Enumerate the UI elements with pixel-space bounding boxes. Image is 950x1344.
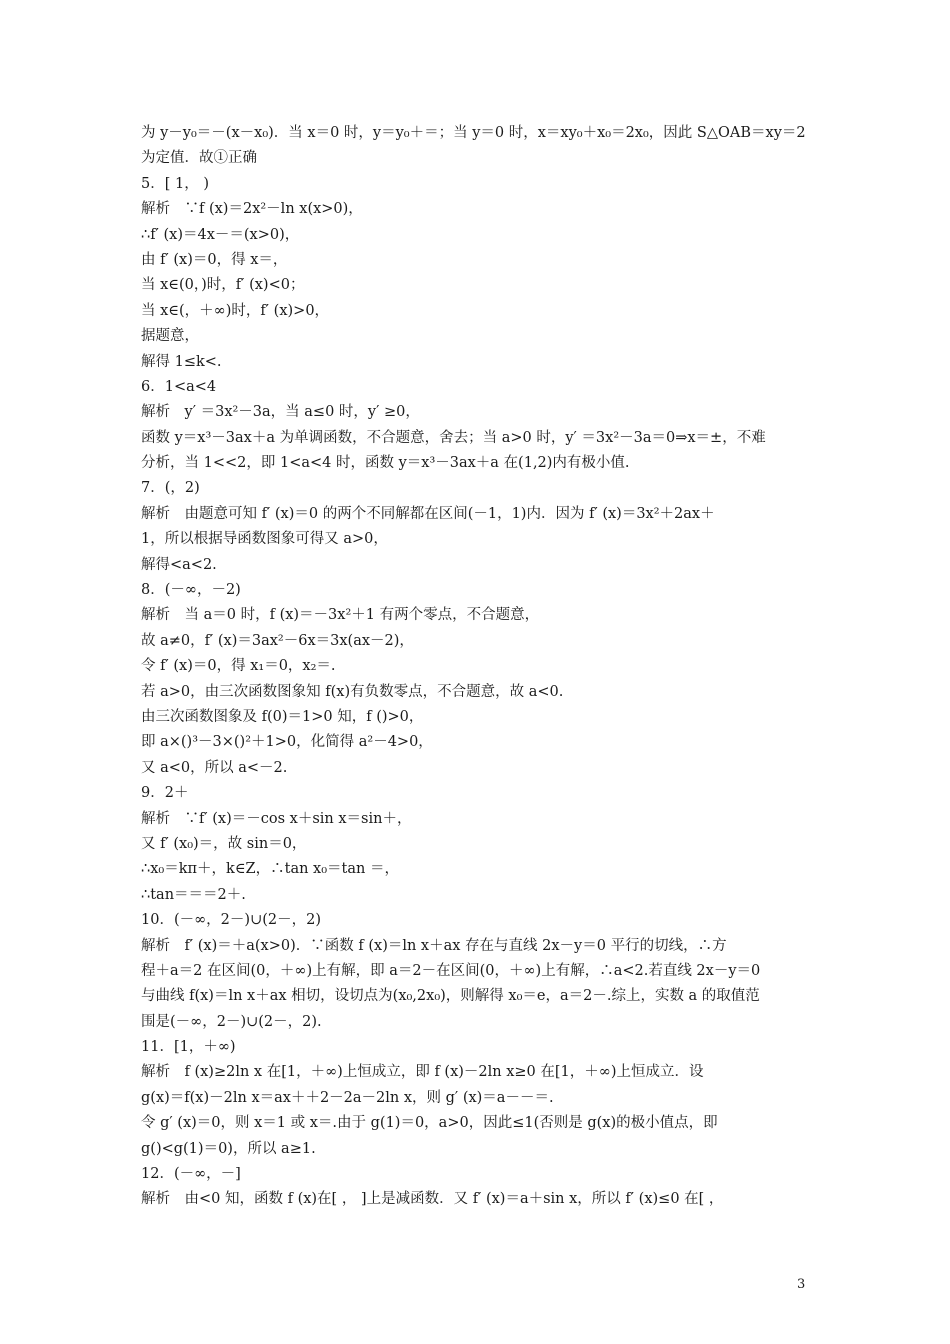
text-line: 又 a<0，所以 a<－2. bbox=[141, 759, 288, 776]
text-line: 6．1<a<4 bbox=[141, 378, 217, 395]
text-line: 解析 f′ (x)＝＋a(x>0)．∵函数 f (x)＝ln x＋ax 存在与直线 2x－y＝0 平行的切线，∴方 bbox=[141, 937, 727, 954]
text-line: 据题意， bbox=[141, 328, 199, 345]
text-line: 为 y－y₀＝－(x－x₀)．当 x＝0 时，y＝y₀＋＝；当 y＝0 时，x＝xy₀＋x₀＝2x₀，因此 S△OAB＝xy＝2 bbox=[141, 125, 806, 141]
text-line: 解析 由题意可知 f′ (x)＝0 的两个不同解都在区间(－1，1)内．因为 f′ (x)＝3x²＋2ax＋ bbox=[141, 505, 715, 522]
text-line: 由三次函数图象及 f(0)＝1>0 知，f ()>0， bbox=[141, 708, 424, 725]
solution-text bbox=[141, 121, 813, 1213]
text-line: 解析 ∵f (x)＝2x²－ln x(x>0)， bbox=[141, 201, 363, 218]
text-line: 函数 y＝x³－3ax＋a 为单调函数，不合题意，舍去；当 a>0 时，y′ ＝3x²－3a＝0⇒x＝±，不难 bbox=[141, 429, 766, 446]
text-line: g()<g(1)＝0)，所以 a≥1. bbox=[141, 1140, 316, 1157]
text-line: 解得<a<2. bbox=[141, 556, 217, 573]
text-line: 又 f′ (x₀)＝，故 sin＝0， bbox=[141, 835, 307, 852]
text-line: 11．[1，＋∞) bbox=[141, 1039, 236, 1056]
text-line: 令 g′ (x)＝0，则 x＝1 或 x＝.由于 g(1)＝0，a>0，因此≤1(否则是 g(x)的极小值点，即 bbox=[141, 1115, 718, 1132]
text-line: ∴f′ (x)＝4x－＝(x>0)， bbox=[141, 226, 300, 243]
text-line: 解析 y′ ＝3x²－3a，当 a≤0 时，y′ ≥0， bbox=[141, 404, 420, 421]
text-line: 与曲线 f(x)＝ln x＋ax 相切，设切点为(x₀,2x₀)，则解得 x₀＝e，a＝2－.综上，实数 a 的取值范 bbox=[141, 988, 760, 1005]
text-line: 解析 当 a＝0 时，f (x)＝－3x²＋1 有两个零点，不合题意， bbox=[141, 607, 540, 624]
text-line: 8．(－∞，－2) bbox=[141, 582, 241, 599]
text-line: 即 a×()³－3×()²＋1>0，化简得 a²－4>0， bbox=[141, 734, 433, 751]
text-line: 为定值．故①正确 bbox=[141, 150, 257, 167]
text-line: 解析 f (x)≥2ln x 在[1，＋∞)上恒成立，即 f (x)－2ln x≥0 在[1，＋∞)上恒成立．设 bbox=[141, 1064, 704, 1081]
text-line: 解析 ∵f′ (x)＝－cos x＋sin x＝sin＋， bbox=[141, 810, 412, 827]
text-line: 当 x∈(，＋∞)时，f′ (x)>0， bbox=[141, 302, 330, 319]
text-line: 12．(－∞，－] bbox=[141, 1166, 241, 1183]
text-line: 分析，当 1<<2，即 1<a<4 时，函数 y＝x³－3ax＋a 在(1,2)内有极小值. bbox=[141, 455, 630, 472]
page-number: 3 bbox=[797, 1277, 806, 1292]
text-line: 1，所以根据导函数图象可得又 a>0， bbox=[141, 531, 388, 548]
text-line: 围是(－∞，2－)∪(2－，2). bbox=[141, 1013, 322, 1030]
text-line: 当 x∈(0，)时，f′ (x)<0； bbox=[141, 277, 305, 294]
text-line: 若 a>0，由三次函数图象知 f(x)有负数零点，不合题意，故 a<0. bbox=[141, 683, 564, 700]
text-line: 解析 由<0 知，函数 f (x)在[ ， ]上是减函数．又 f′ (x)＝a＋sin x，所以 f′ (x)≤0 在[ ， bbox=[141, 1191, 724, 1208]
text-line: 解得 1≤k<. bbox=[141, 353, 222, 370]
text-line: 程＋a＝2 在区间(0，＋∞)上有解，即 a＝2－在区间(0，＋∞)上有解，∴a<2.若直线 2x－y＝0 bbox=[141, 962, 761, 979]
text-line: 7．(，2) bbox=[141, 480, 200, 497]
text-line: 5．[ 1， ) bbox=[141, 175, 209, 192]
text-line: 由 f′ (x)＝0，得 x＝， bbox=[141, 251, 288, 268]
text-line: 10．(－∞，2－)∪(2－，2) bbox=[141, 912, 321, 929]
text-line: g(x)＝f(x)－2ln x＝ax＋＋2－2a－2ln x，则 g′ (x)＝a－－＝. bbox=[141, 1089, 554, 1106]
text-line: ∴x₀＝kπ＋，k∈Z，∴tan x₀＝tan ＝， bbox=[141, 861, 399, 878]
text-line: 故 a≠0，f′ (x)＝3ax²－6x＝3x(ax－2)， bbox=[141, 632, 414, 649]
text-line: ∴tan＝＝＝2＋. bbox=[141, 886, 246, 903]
text-line: 9．2＋ bbox=[141, 785, 189, 802]
text-line: 令 f′ (x)＝0，得 x₁＝0，x₂＝. bbox=[141, 658, 336, 675]
